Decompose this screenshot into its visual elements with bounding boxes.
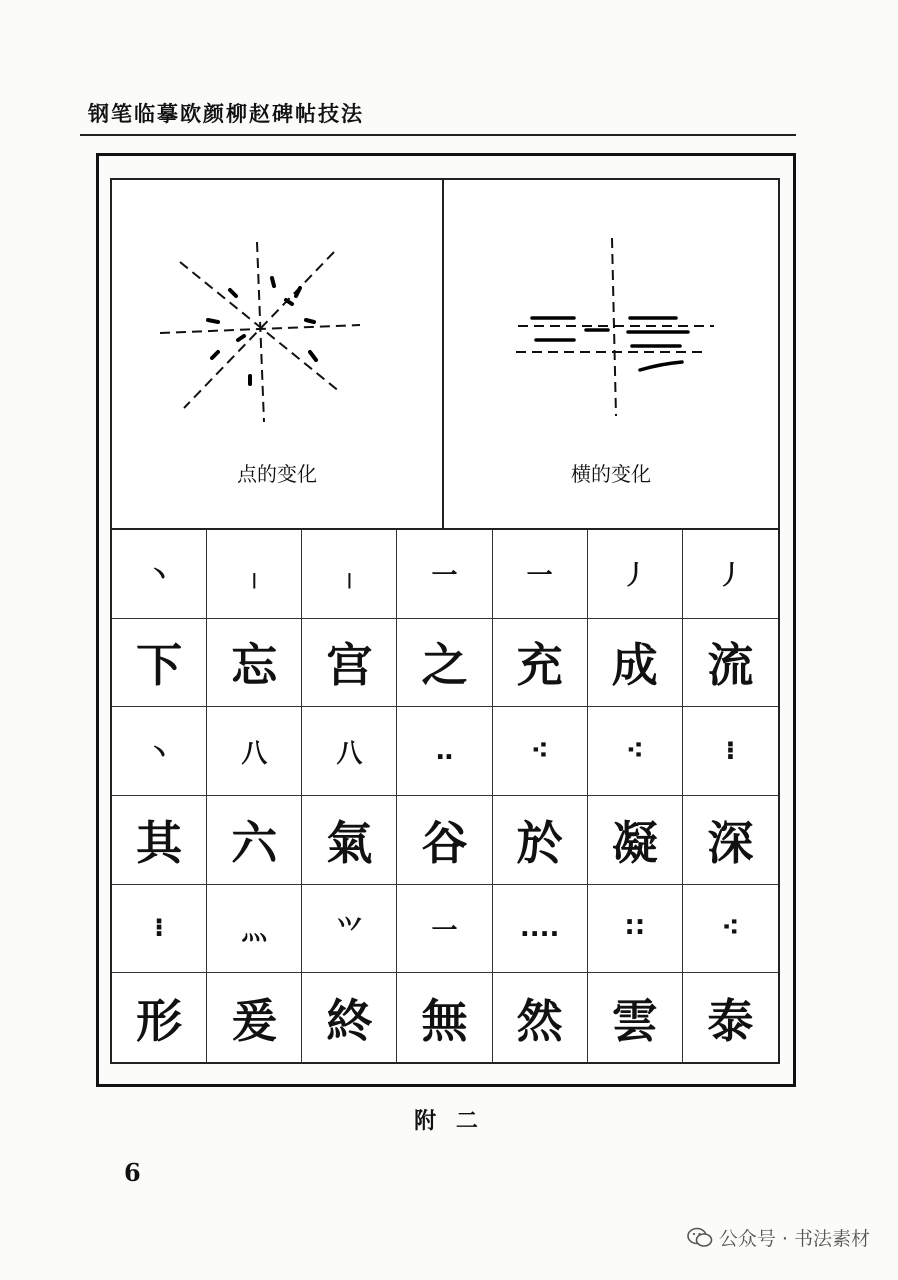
character-cell: 成	[588, 619, 683, 708]
stroke-cell: ╷	[207, 530, 302, 619]
stroke-cell: ⺍	[302, 885, 397, 974]
stroke-cell: ⁖	[683, 885, 778, 974]
practice-grid	[112, 528, 778, 1062]
wechat-icon	[687, 1227, 713, 1249]
stroke-cell: ⁖	[588, 707, 683, 796]
character-cell: 泰	[707, 993, 754, 1048]
dot-variation-panel	[112, 180, 444, 528]
stroke-cell: 八	[302, 707, 397, 796]
character-cell: 於	[493, 796, 588, 885]
dot-variation-diagram	[112, 180, 444, 460]
character-cell: 忘	[207, 619, 302, 708]
watermark-text: 公众号 · 书法素材	[718, 1228, 870, 1250]
page-number: 6	[124, 1158, 141, 1187]
stroke-cell: 灬	[207, 885, 302, 974]
stroke-cell: ....	[493, 885, 588, 974]
stroke-cell: 八	[207, 707, 302, 796]
stroke-cell: ∷	[588, 885, 683, 974]
horizontal-variation-panel	[444, 180, 778, 528]
character-cell: 深	[683, 796, 778, 885]
character-cell: 無	[397, 973, 492, 1062]
character-cell: 下	[112, 619, 207, 708]
character-cell: 形	[112, 973, 207, 1062]
stroke-cell: 一	[397, 530, 492, 619]
character-cell: 其	[112, 796, 207, 885]
header-rule	[80, 134, 796, 136]
stroke-cell: ⁝	[683, 707, 778, 796]
character-cell: 爰	[207, 973, 302, 1062]
character-cell: 雲	[588, 973, 683, 1062]
character-cell: 然	[493, 973, 588, 1062]
stroke-cell: 丿	[588, 530, 683, 619]
stroke-cell: 一	[397, 885, 492, 974]
character-cell: 氣	[302, 796, 397, 885]
stroke-cell: 丿	[683, 530, 778, 619]
character-cell: 凝	[588, 796, 683, 885]
stroke-cell: ╷	[302, 530, 397, 619]
book-title: 钢笔临摹欧颜柳赵碑帖技法	[88, 101, 364, 126]
character-cell: 谷	[397, 796, 492, 885]
character-cell: 流	[683, 619, 778, 708]
character-cell: 宫	[302, 619, 397, 708]
character-cell: 之	[397, 619, 492, 708]
stroke-cell: 丶	[112, 530, 207, 619]
stroke-cell: 一	[493, 530, 588, 619]
stroke-cell: ⁝	[112, 885, 207, 974]
stroke-cell: ‥	[397, 707, 492, 796]
plate-frame	[110, 178, 780, 1064]
stroke-cell: ⁖	[493, 707, 588, 796]
horizontal-variation-diagram	[444, 180, 778, 460]
character-cell: 六	[207, 796, 302, 885]
watermark	[687, 1224, 870, 1251]
character-cell: 終	[302, 973, 397, 1062]
dot-variation-caption: 点的变化	[237, 462, 317, 486]
horizontal-variation-caption: 横的变化	[571, 462, 651, 486]
character-cell: 充	[493, 619, 588, 708]
stroke-cell: 丶	[112, 707, 207, 796]
plate-label: 附 二	[414, 1108, 484, 1134]
